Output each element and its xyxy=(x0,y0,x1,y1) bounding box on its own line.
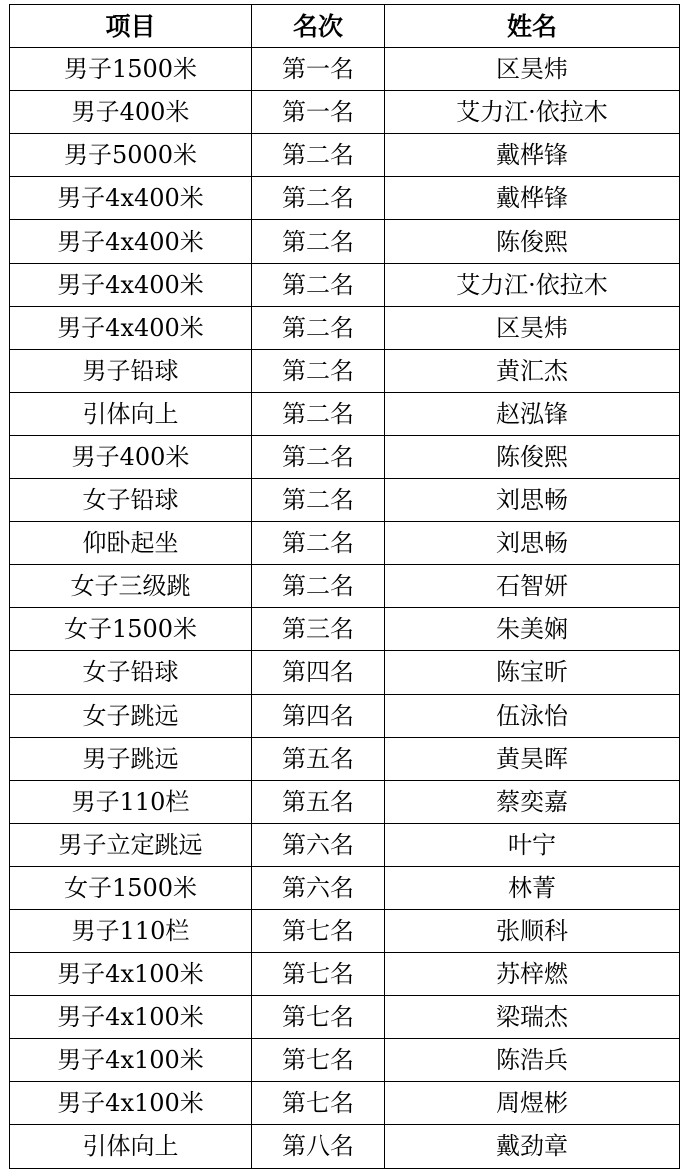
table-row xyxy=(10,694,680,737)
table-row xyxy=(10,48,680,91)
rank-cell: 第二名 xyxy=(252,220,385,263)
event-cell: 男子400米 xyxy=(10,91,252,134)
event-cell: 男子4x100米 xyxy=(10,1039,252,1082)
event-cell: 男子110栏 xyxy=(10,780,252,823)
event-cell: 女子1500米 xyxy=(10,866,252,909)
name-cell: 戴劲章 xyxy=(385,1125,680,1168)
name-cell: 黄昊晖 xyxy=(385,737,680,780)
rank-cell: 第二名 xyxy=(252,134,385,177)
name-cell: 叶宁 xyxy=(385,823,680,866)
event-cell: 男子4x400米 xyxy=(10,220,252,263)
rank-cell: 第七名 xyxy=(252,1039,385,1082)
rank-cell: 第二名 xyxy=(252,479,385,522)
name-cell: 朱美娴 xyxy=(385,608,680,651)
header-event: 项目 xyxy=(10,5,252,48)
name-cell: 艾力江·依拉木 xyxy=(385,263,680,306)
name-cell: 林菁 xyxy=(385,866,680,909)
rank-cell: 第四名 xyxy=(252,694,385,737)
table-body xyxy=(10,48,680,1168)
event-cell: 女子铅球 xyxy=(10,651,252,694)
table-row xyxy=(10,909,680,952)
table-row xyxy=(10,263,680,306)
name-cell: 陈宝昕 xyxy=(385,651,680,694)
rank-cell: 第二名 xyxy=(252,522,385,565)
name-cell: 赵泓锋 xyxy=(385,392,680,435)
event-cell: 男子4x100米 xyxy=(10,996,252,1039)
table-row xyxy=(10,522,680,565)
table-row xyxy=(10,1082,680,1125)
event-cell: 引体向上 xyxy=(10,392,252,435)
results-table xyxy=(9,4,680,1169)
event-cell: 男子400米 xyxy=(10,435,252,478)
rank-cell: 第五名 xyxy=(252,780,385,823)
name-cell: 陈浩兵 xyxy=(385,1039,680,1082)
rank-cell: 第二名 xyxy=(252,306,385,349)
name-cell: 周煜彬 xyxy=(385,1082,680,1125)
name-cell: 张顺科 xyxy=(385,909,680,952)
event-cell: 引体向上 xyxy=(10,1125,252,1168)
rank-cell: 第六名 xyxy=(252,866,385,909)
rank-cell: 第二名 xyxy=(252,177,385,220)
rank-cell: 第五名 xyxy=(252,737,385,780)
table-row xyxy=(10,651,680,694)
table-row xyxy=(10,306,680,349)
event-cell: 男子5000米 xyxy=(10,134,252,177)
event-cell: 男子4x400米 xyxy=(10,263,252,306)
rank-cell: 第四名 xyxy=(252,651,385,694)
table-row xyxy=(10,866,680,909)
name-cell: 戴桦锋 xyxy=(385,134,680,177)
table-row xyxy=(10,479,680,522)
event-cell: 男子110栏 xyxy=(10,909,252,952)
rank-cell: 第七名 xyxy=(252,953,385,996)
header-name: 姓名 xyxy=(385,5,680,48)
table-row xyxy=(10,737,680,780)
name-cell: 戴桦锋 xyxy=(385,177,680,220)
table-row xyxy=(10,1125,680,1168)
event-cell: 男子4x400米 xyxy=(10,306,252,349)
event-cell: 仰卧起坐 xyxy=(10,522,252,565)
rank-cell: 第一名 xyxy=(252,91,385,134)
rank-cell: 第二名 xyxy=(252,392,385,435)
event-cell: 女子铅球 xyxy=(10,479,252,522)
table-row xyxy=(10,134,680,177)
name-cell: 黄汇杰 xyxy=(385,349,680,392)
name-cell: 苏梓燃 xyxy=(385,953,680,996)
event-cell: 男子铅球 xyxy=(10,349,252,392)
event-cell: 男子跳远 xyxy=(10,737,252,780)
name-cell: 陈俊熙 xyxy=(385,220,680,263)
event-cell: 男子立定跳远 xyxy=(10,823,252,866)
rank-cell: 第七名 xyxy=(252,996,385,1039)
table-row xyxy=(10,780,680,823)
event-cell: 女子三级跳 xyxy=(10,565,252,608)
header-row xyxy=(10,5,680,48)
rank-cell: 第六名 xyxy=(252,823,385,866)
event-cell: 男子4x100米 xyxy=(10,953,252,996)
name-cell: 区昊炜 xyxy=(385,306,680,349)
rank-cell: 第三名 xyxy=(252,608,385,651)
table-row xyxy=(10,91,680,134)
name-cell: 伍泳怡 xyxy=(385,694,680,737)
header-rank: 名次 xyxy=(252,5,385,48)
table-row xyxy=(10,392,680,435)
name-cell: 区昊炜 xyxy=(385,48,680,91)
rank-cell: 第二名 xyxy=(252,435,385,478)
table-row xyxy=(10,220,680,263)
rank-cell: 第一名 xyxy=(252,48,385,91)
name-cell: 艾力江·依拉木 xyxy=(385,91,680,134)
name-cell: 梁瑞杰 xyxy=(385,996,680,1039)
table-row xyxy=(10,608,680,651)
rank-cell: 第七名 xyxy=(252,1082,385,1125)
name-cell: 蔡奕嘉 xyxy=(385,780,680,823)
table-row xyxy=(10,996,680,1039)
name-cell: 刘思畅 xyxy=(385,522,680,565)
table-row xyxy=(10,823,680,866)
rank-cell: 第二名 xyxy=(252,263,385,306)
rank-cell: 第二名 xyxy=(252,565,385,608)
event-cell: 男子1500米 xyxy=(10,48,252,91)
name-cell: 石智妍 xyxy=(385,565,680,608)
table-header xyxy=(10,5,680,48)
event-cell: 男子4x100米 xyxy=(10,1082,252,1125)
table-row xyxy=(10,435,680,478)
table-row xyxy=(10,565,680,608)
event-cell: 女子跳远 xyxy=(10,694,252,737)
event-cell: 女子1500米 xyxy=(10,608,252,651)
name-cell: 陈俊熙 xyxy=(385,435,680,478)
rank-cell: 第二名 xyxy=(252,349,385,392)
table-row xyxy=(10,177,680,220)
event-cell: 男子4x400米 xyxy=(10,177,252,220)
table-row xyxy=(10,349,680,392)
table-row xyxy=(10,953,680,996)
name-cell: 刘思畅 xyxy=(385,479,680,522)
rank-cell: 第八名 xyxy=(252,1125,385,1168)
table-row xyxy=(10,1039,680,1082)
rank-cell: 第七名 xyxy=(252,909,385,952)
